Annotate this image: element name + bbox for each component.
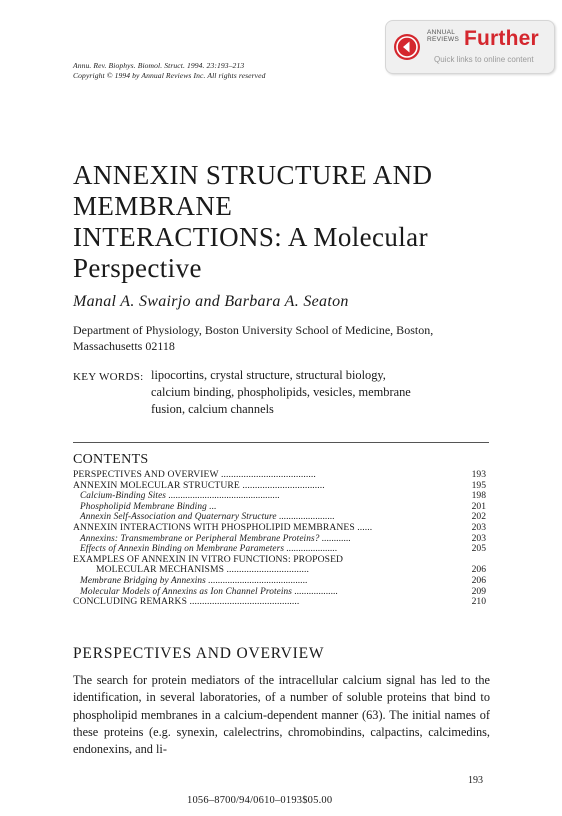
toc-subentry[interactable]: Phospholipid Membrane Binding ... 201 <box>80 500 486 512</box>
toc-entry[interactable]: ANNEXIN MOLECULAR STRUCTURE ................................. 195 <box>73 479 486 491</box>
footer-code: 1056–8700/94/0610–0193$05.00 <box>187 795 333 806</box>
toc-subentry[interactable]: Molecular Models of Annexins as Ion Channel Proteins .................. 209 <box>80 585 486 597</box>
toc-subentry[interactable]: Annexin Self-Association and Quaternary Structure ....................... 202 <box>80 511 486 523</box>
toc-entry[interactable]: EXAMPLES OF ANNEXIN IN VITRO FUNCTIONS: PROPOSED <box>73 553 344 565</box>
affiliation: Department of Physiology, Boston University School of Medicine, Boston, Massachusetts 02118 <box>73 323 434 353</box>
section-divider <box>73 442 489 443</box>
keywords-list: lipocortins, crystal structure, structural biology, calcium binding, phospholipids, vesicles, membrane fusion, calcium channels <box>151 368 411 416</box>
keywords-label: KEY WORDS: <box>73 371 144 383</box>
toc-entry[interactable]: PERSPECTIVES AND OVERVIEW ...................................... 193 <box>73 469 486 480</box>
toc-entry[interactable]: CONCLUDING REMARKS ............................................ 210 <box>73 596 486 608</box>
article-title: ANNEXIN STRUCTURE AND MEMBRANE INTERACTIONS: A Molecular Perspective <box>73 160 433 283</box>
toc-entry-continued[interactable]: MOLECULAR MECHANISMS ................................. 206 <box>96 564 486 576</box>
further-badge[interactable] <box>385 20 555 74</box>
page-number: 193 <box>468 775 483 786</box>
play-arrow-icon <box>394 34 420 60</box>
section-heading: PERSPECTIVES AND OVERVIEW <box>73 645 325 662</box>
journal-citation <box>73 61 266 81</box>
further-label: Further <box>464 27 539 50</box>
table-of-contents <box>73 470 489 608</box>
annual-reviews-label: ANNUAL REVIEWS <box>427 29 460 43</box>
citation-line-1: Annu. Rev. Biophys. Biomol. Struct. 1994. 23:193–213 <box>73 61 245 70</box>
body-paragraph: The search for protein mediators of the intracellular calcium signal has led to the identification, in several laboratories, of a number of soluble proteins that bind to phospholipid membranes in a calcium-dependent manner (63). The initial names of these proteins (e.g. synexin, calelectrins, chromobindins, calpactins, calcimedins, endonexins, and li- <box>73 673 490 757</box>
toc-subentry[interactable]: Membrane Bridging by Annexins ......................................... 206 <box>80 574 486 586</box>
further-subtitle: Quick links to online content <box>434 55 534 64</box>
citation-line-2: Copyright © 1994 by Annual Reviews Inc. All rights reserved <box>73 71 266 80</box>
toc-subentry[interactable]: Annexins: Transmembrane or Peripheral Membrane Proteins? ............ 203 <box>80 532 486 544</box>
toc-entry[interactable]: ANNEXIN INTERACTIONS WITH PHOSPHOLIPID MEMBRANES ...... 203 <box>73 521 486 533</box>
contents-heading: CONTENTS <box>73 452 149 467</box>
authors: Manal A. Swairjo and Barbara A. Seaton <box>73 293 349 310</box>
toc-subentry[interactable]: Calcium-Binding Sites .............................................. 198 <box>80 490 486 502</box>
toc-subentry[interactable]: Effects of Annexin Binding on Membrane Parameters ..................... 205 <box>80 543 486 555</box>
